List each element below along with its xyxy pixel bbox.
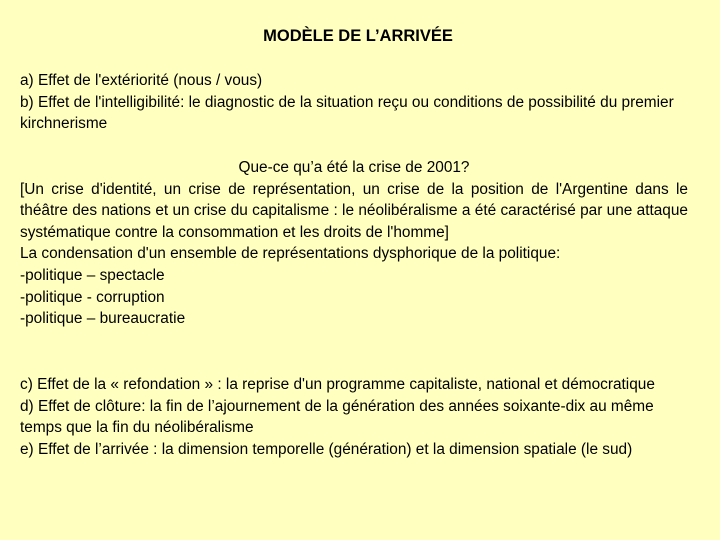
- list-item: -politique – bureaucratie: [20, 310, 186, 328]
- slide-title: MODÈLE DE L’ARRIVÉE: [263, 27, 453, 45]
- item-d: d) Effet de clôture: la fin de l’ajournement de la génération des années soixante-dix au même temps que la fin du néolibéralisme: [20, 397, 654, 437]
- item-b: b) Effet de l'intelligibilité: le diagnostic de la situation reçu ou conditions de possibilité du premier kirchnerisme: [20, 93, 674, 133]
- crisis-question: Que-ce qu’a été la crise de 2001?: [238, 159, 470, 176]
- section-effects-cde: [20, 374, 688, 460]
- item-c: c) Effet de la « refondation » : la reprise d'un programme capitaliste, national et démocratique: [20, 376, 655, 393]
- item-a: a) Effet de l'extériorité (nous / vous): [20, 72, 263, 89]
- crisis-paragraph: [Un crise d'identité, un crise de représentation, un crise de la position de l'Argentine dans le théâtre des nations et un crise du capitalisme : le néolibéralisme a été caractérisé par une attaque systématique contre la consommation et les droits de l'homme]: [20, 180, 688, 241]
- list-item: -politique – spectacle: [20, 266, 165, 284]
- item-e: e) Effet de l’arrivée : la dimension temporelle (génération) et la dimension spatiale (le sud): [20, 440, 633, 458]
- section-effects-ab: [20, 70, 688, 135]
- condensation-text: La condensation d'un ensemble de représentations dysphorique de la politique:: [20, 245, 561, 263]
- section-crisis: [20, 157, 688, 330]
- list-item: -politique - corruption: [20, 288, 165, 306]
